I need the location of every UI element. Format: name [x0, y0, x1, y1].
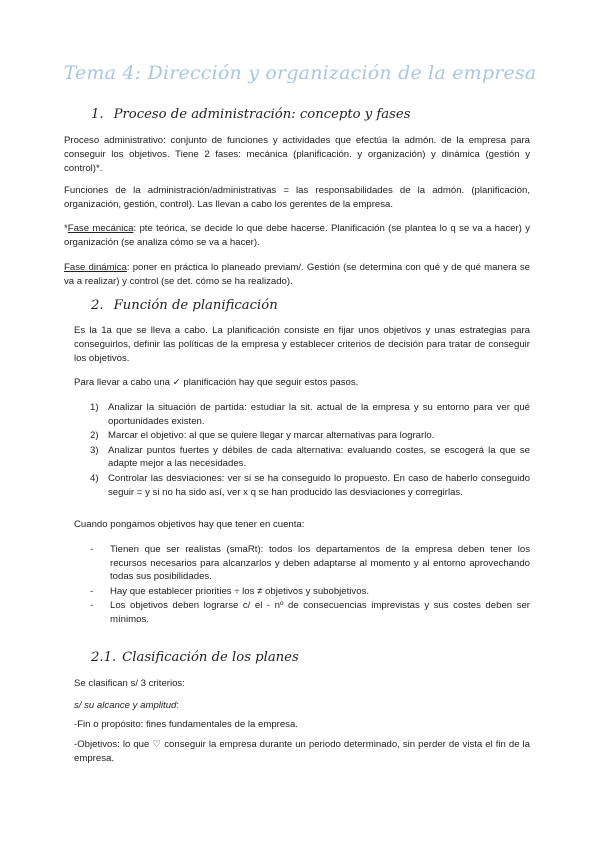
section-2-title: Función de planificación	[113, 298, 278, 313]
section-1-paragraph-1: Proceso administrativo: conjunto de funciones y actividades que efectúa la admón. de la empresa para conseguir los objetivos. Tiene 2 fases: mecánica (planificación. y organización) y dinámica (gestión y control)*.	[64, 135, 530, 175]
fase-mecanica-definition: : pte teórica, se decide lo que debe hacerse. Planificación (se plantea lo q se va a hacer) y organización (se analiza cómo se va a hacer).	[64, 223, 531, 249]
section-2-1-paragraph-objetivos: -Objetivos: lo que ♡ conseguir la empresa durante un periodo determinado, sin perder de vista el fin de la empresa.	[74, 739, 530, 765]
section-1-title: Proceso de administración: concepto y fases	[113, 107, 411, 122]
section-1-paragraph-4	[64, 261, 530, 289]
section-2-1-paragraph-1: Se clasifican s/ 3 criterios:	[74, 678, 185, 689]
section-2-paragraph-3: Cuando pongamos objetivos hay que tener en cuenta:	[74, 519, 305, 530]
section-1-paragraph-2: Funciones de la administración/administrativas = las responsabilidades de la admón. (planificación, organización, gestión, control). Las llevan a cabo los gerentes de la empresa.	[64, 185, 530, 211]
section-2-1-heading	[91, 650, 299, 665]
section-1-paragraph-3	[64, 222, 530, 250]
asterisk: *	[64, 223, 68, 234]
criterion-alcance: s/ su alcance y amplitud	[74, 700, 177, 711]
fase-dinamica-definition: : poner en práctica lo planeado previam/. Gestión (se determina con qué y de qué manera se va a realizar) y control (se det. cómo se ha realizado).	[64, 262, 530, 288]
list-item: 1) Analizar la situación de partida: estudiar la sit. actual de la empresa y su entorno para ver qué oportunidades existen.	[90, 402, 530, 427]
section-2-1-paragraph-fin: -Fin o propósito: fines fundamentales de la empresa.	[74, 719, 298, 730]
section-2-heading	[91, 298, 278, 313]
section-2-1-number: 2.1.	[91, 650, 117, 665]
section-2-paragraph-1: Es la 1a que se lleva a cabo. La planificación consiste en fijar unos objetivos y unas estrategias para conseguirlos, definir las políticas de la empresa y establecer criterios de decisión para tratar de conseguir los objetivos.	[74, 325, 530, 365]
term-fase-dinamica: Fase dinámica	[64, 262, 127, 273]
list-item: 2) Marcar el objetivo: al que se quiere llegar y marcar alternativas para lograrlo.	[90, 430, 435, 442]
planning-steps-list	[90, 401, 530, 500]
list-item: - Hay que establecer priorities ÷ los ≠ objetivos y subobjetivos.	[90, 585, 370, 597]
list-item: - Tienen que ser realistas (smaRt): todos los departamentos de la empresa deben tener los recursos necesarios para alcanzarlos y deben adaptarse al momento y al entorno aprovechando todas sus posibilidades.	[90, 544, 530, 583]
section-1-number: 1.	[91, 107, 104, 122]
section-2-paragraph-2: Para llevar a cabo una ✓ planificación hay que seguir estos pasos.	[74, 377, 359, 388]
objectives-bullet-list	[90, 543, 530, 628]
term-fase-mecanica: Fase mecánica	[67, 223, 134, 234]
list-item: 4) Controlar las desviaciones: ver si se ha conseguido lo propuesto. En caso de haberlo conseguido seguir = y si no ha sido así, ver x q se han producido las desviaciones y corregirlas.	[90, 472, 530, 498]
document-title: Tema 4: Dirección y organización de la empresa	[63, 62, 537, 84]
section-2-1-title: Clasificación de los planes	[122, 650, 299, 665]
section-1-heading	[91, 107, 411, 122]
list-item: 3) Analizar puntos fuertes y débiles de cada alternativa: evaluando costes, se escogerá la que se adapte mejor a las necesidades.	[90, 444, 530, 470]
section-2-1-criterion-label: s/ su alcance y amplitud:	[74, 700, 180, 711]
section-2-number: 2.	[91, 298, 104, 313]
list-item: - Los objetivos deben lograrse c/ el - nº de consecuencias imprevistas y sus costes deben ser mínimos.	[90, 600, 530, 625]
